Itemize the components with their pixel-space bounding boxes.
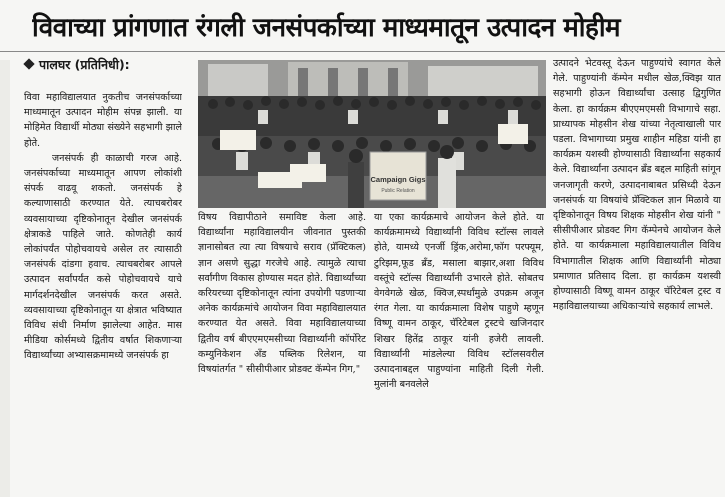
banner-text: Campaign Gigs — [370, 175, 426, 184]
dateline-text: पालघर (प्रतिनिधी): — [39, 57, 130, 72]
adjacent-article-gutter — [0, 60, 10, 497]
banner-subtext: Public Relation — [381, 188, 415, 194]
dateline — [25, 56, 130, 74]
paragraph: जनसंपर्क ही काळाची गरज आहे. जनसंपर्काच्या माध्यमातून आपण लोकांशी संपर्क वाढवू शकतो. जनसंपर्क हे कल्याणासाठी करण्यात येते. त्याचबरोबर व्यवसायाच्या दृष्टिकोनातून देखील जनसंपर्क क्षेत्राकडे पाहिले जाते. कोणतेही कार्य लोकांपर्यंत पोहोचवायचे असेल तर त्यासाठी जनसंपर्क दांडगा हवाच. त्याचबरोबर आपले उत्पादन सर्वांपर्यंत कसे पोहोचवायचे याचे मार्गदर्शनदेखील जनसंपर्क करत असते. व्यवसायाच्या दृष्टिकोनातून या क्षेत्रात भविष्यात विविध संधी निर्माण झालेल्या आहेत. मास मीडिया कोर्समध्ये द्वितीय वर्षात शिकणाऱ्या विद्यार्थ्यांच्या अभ्यासक्रमामध्ये जनसंपर्क हा — [24, 152, 182, 362]
article-column-3 — [374, 210, 544, 497]
paragraph: या एका कार्यक्रमाचे आयोजन केले होते. या कार्यक्रमामध्ये विद्यार्थ्यांनी विविध स्टॉल्स लावले होते, यामध्ये एनर्जी ड्रिंक,अरोमा,फॉग परफ्यूम, टुरिझम,फूड ब्रँड, मसाला बाझार,अशा विविध वस्तूंचे स्टॉल्स विद्यार्थ्यांनी उभारले होते. सोबतच वेगवेगळे खेळ, क्विज,स्पर्धांमुळे उपक्रम अजून रंगत गेला. या कार्यक्रमाला विशेष पाहुणे म्हणून विष्णू वामन ठाकूर, चॅरिटेबल ट्रस्टचे खजिनदार शिखर हितेंद्र ठाकूर यांनी हजेरी लावली. विद्यार्थ्यांनी मांडलेल्या विविध स्टॉलसवरील उत्पादनाबद्दल पाहुण्यांना माहिती दिली गेली. मुलांनी बनवलेले — [374, 212, 544, 391]
diamond-bullet-icon — [23, 58, 34, 69]
paragraph: विषय विद्यापीठाने समाविष्ट केला आहे. विद्यार्थ्यांना महाविद्यालयीन जीवनात पुस्तकी ज्ञानासोबत त्या त्या विषयाचे सराव (प्रॅक्टिकल) ज्ञान असणे सुद्धा गरजेचे आहे. त्यामुळे त्याचा सर्वांगीण विकास होण्यास मदत होते. विद्यार्थ्यांच्या करियरच्या दृष्टिकोनातून त्यांना उपयोगी पडणाऱ्या अनेक कार्यक्रमांचे आयोजन विवा महाविद्यालयात करण्यात येत असते. विवा महाविद्यालयाच्या द्वितीय वर्ष बीएएमएमसीच्या विद्यार्थ्यांनी कॉर्पोरेट कम्युनिकेशन अँड पब्लिक रिलेशन, या विषयांतर्गत " सीसीपीआर प्रोडक्ट कॅम्पेन गिग," — [198, 212, 366, 376]
paragraph: उत्पादने भेटवस्तू देऊन पाहुण्यांचे स्वागत केले गेले. पाहुण्यांनी कॅम्पेन मधील खेळ,क्विझ यात सहभागी होऊन विद्यार्थ्यांचा उत्साह द्विगुणित केला. हा कार्यक्रम बीएएमएमसी विभागाचे सहा. प्राध्यापक मोहसीन शेख यांच्या नेतृत्वाखाली पार पडला. विभागाच्या प्रमुख शाहीन महिडा यांनी हा कार्यक्रम यशस्वी होण्यासाठी विद्यार्थ्यांना सहकार्य केले. विद्यार्थ्यांना उत्पादन ब्रँड बद्दल माहिती सांगून जनजागृती करणे, उत्पादनाबाबत प्रसिध्दी देऊन जनसंपर्क या विषयांचे प्रॅक्टिकल ज्ञान मिळावे या दृष्टिकोनातून विषय शिक्षक मोहसीन शेख यांनी " सीसीपीआर प्रोडक्ट गिग कॅम्पेनचे आयोजन केले होते. या कार्यक्रमाला महाविद्यालयातील विविध विभागातील शिक्षक आणि विद्यार्थ्यांनी मोठ्या प्रमाणात प्रतिसाद दिला. हा कार्यक्रम यशस्वी होण्यासाठी विष्णू वामन ठाकूर चॅरिटेबल ट्रस्ट व महाविद्यालयाच्या अधिकाऱ्यांचे सहकार्य लाभले. — [553, 58, 721, 313]
paragraph: विवा महाविद्यालयात नुकतीच जनसंपर्काच्या माध्यमातून उत्पादन मोहीम संपन्न झाली. या मोहिमेत विद्यार्थी मोठ्या संख्येने सहभागी झाले होते. — [24, 92, 182, 149]
group-photo — [198, 60, 546, 208]
group-photo-illustration — [198, 60, 546, 208]
article-column-1 — [24, 90, 182, 497]
headline-rule — [0, 51, 725, 52]
article-column-4 — [553, 56, 721, 497]
article-column-2 — [198, 210, 366, 497]
article-headline: विवाच्या प्रांगणात रंगली जनसंपर्काच्या माध्यमातून उत्पादन मोहीम — [32, 13, 621, 43]
